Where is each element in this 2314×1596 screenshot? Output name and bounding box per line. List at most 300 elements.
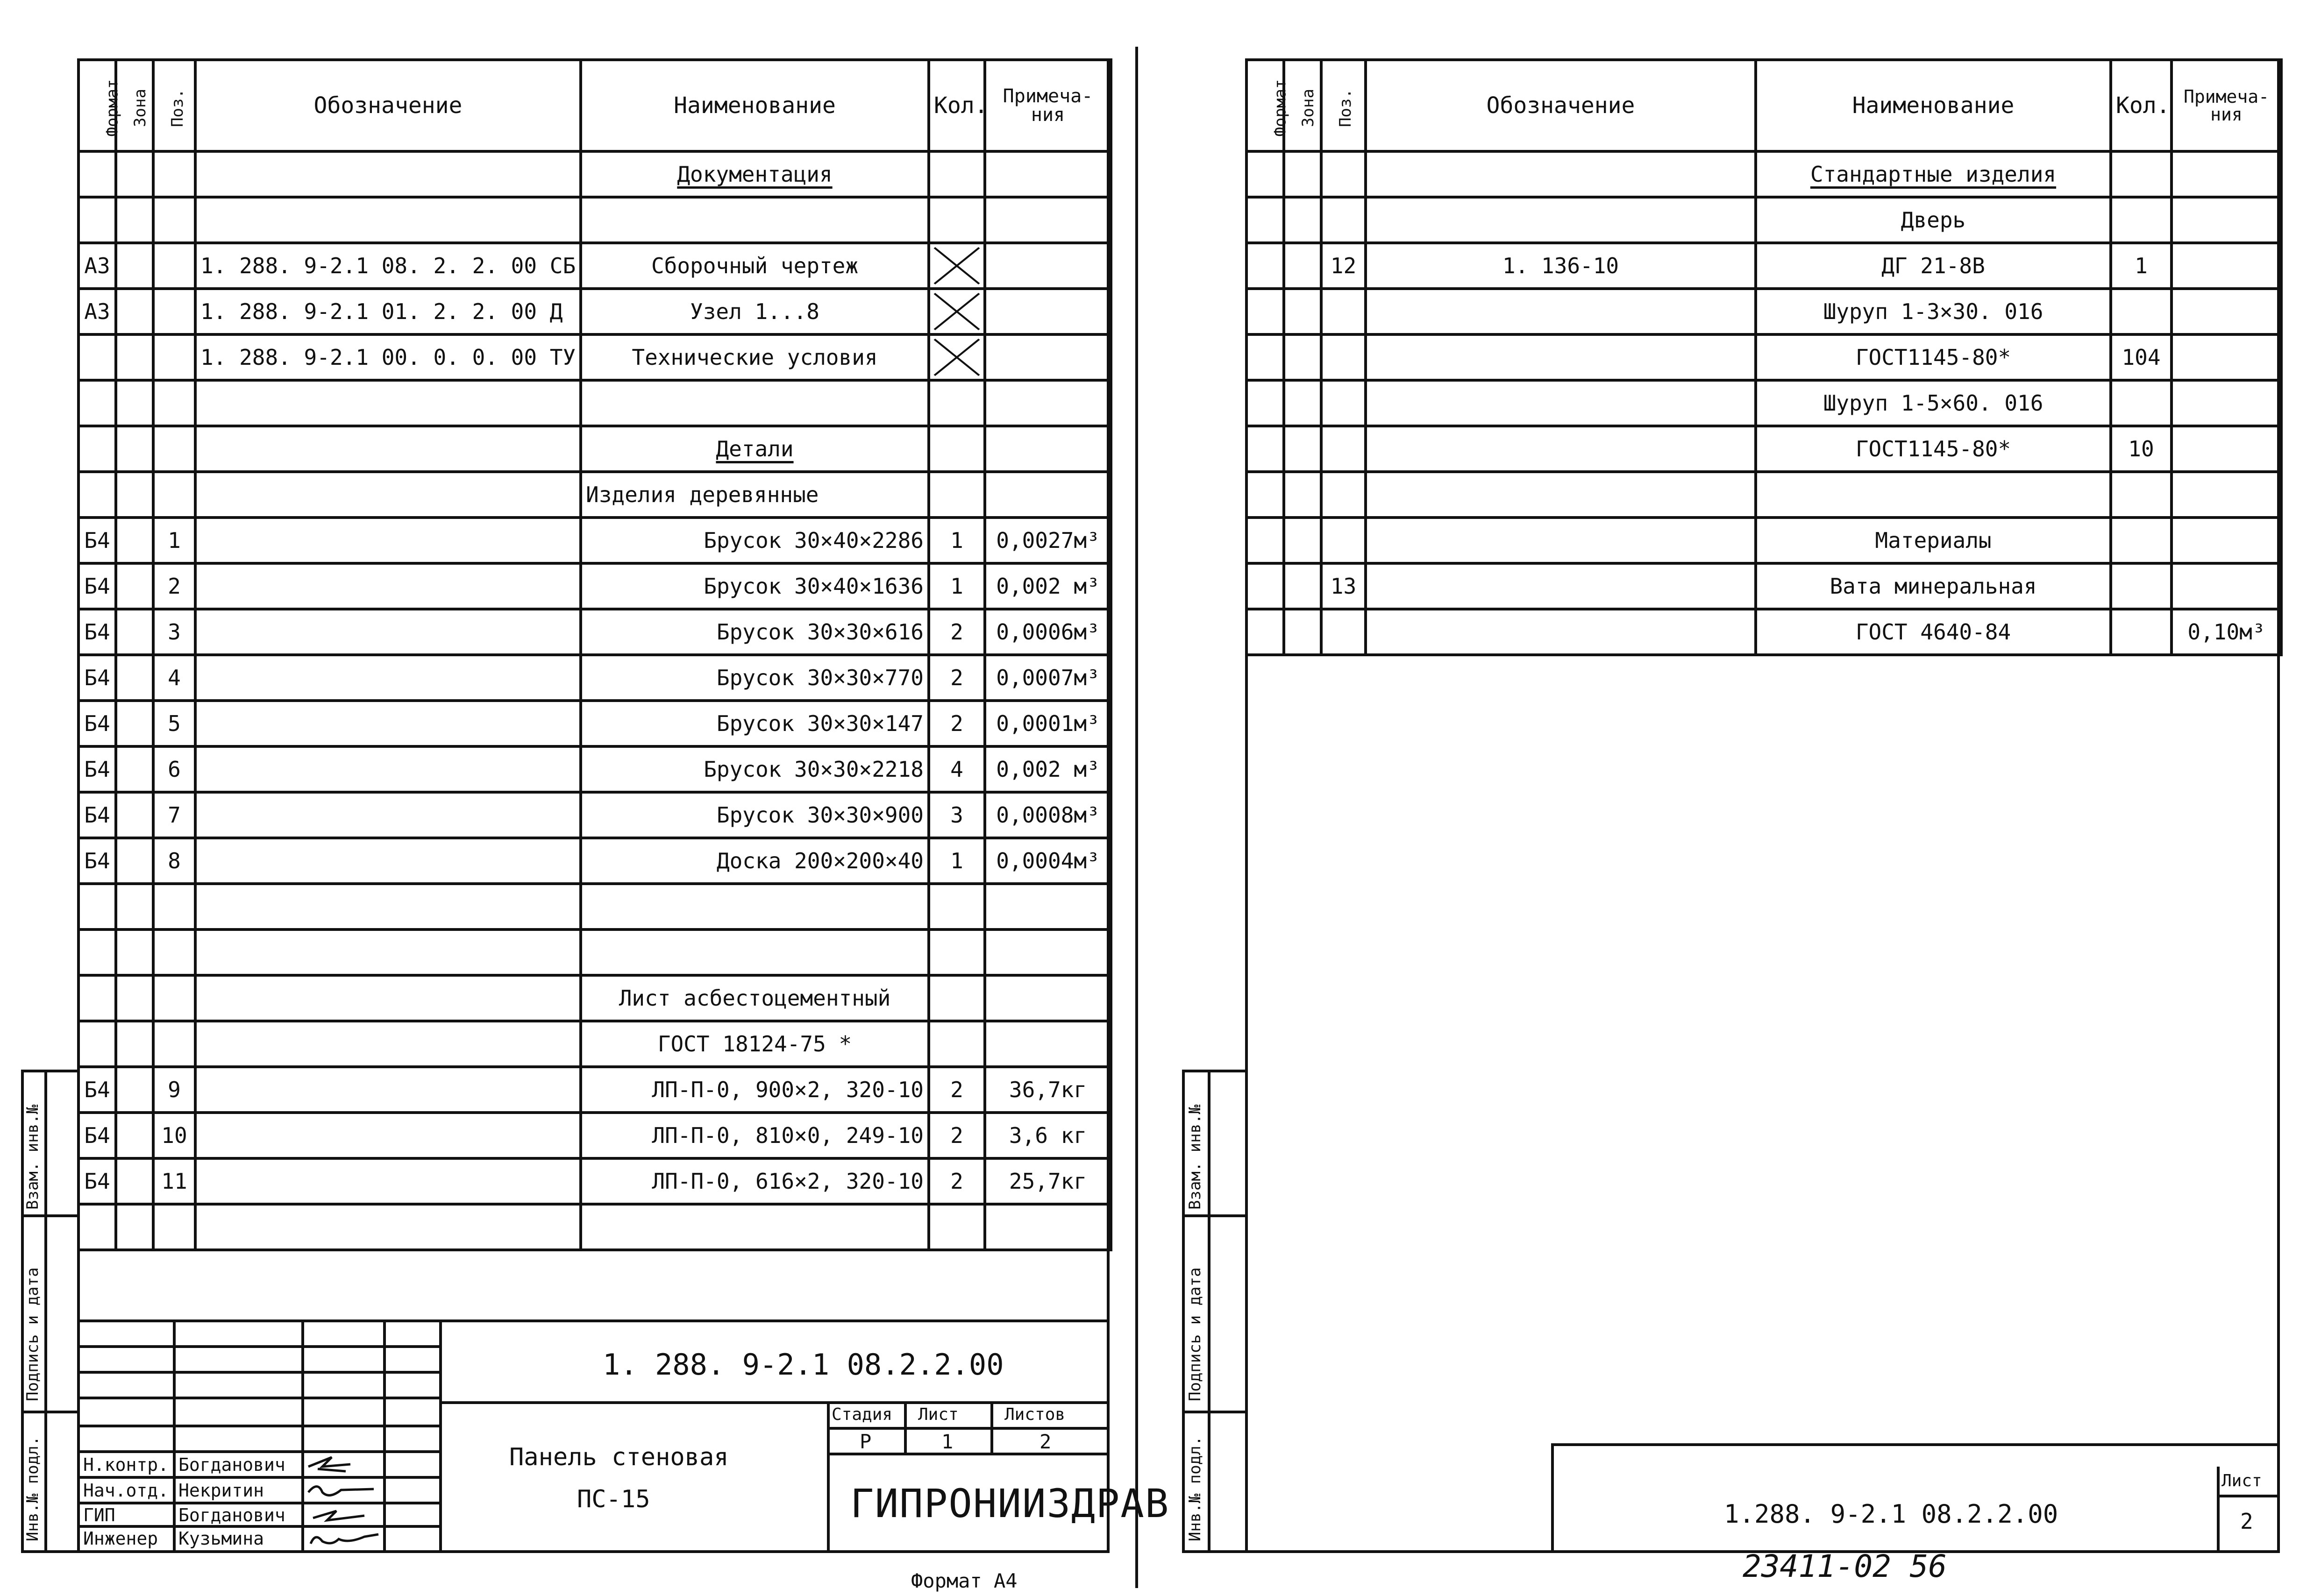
table-row xyxy=(78,472,1111,518)
r-side-label-replace: Взам. инв.№ xyxy=(1186,1104,1204,1210)
note-cell xyxy=(2172,334,2281,380)
table-row xyxy=(1246,518,2281,563)
tb-row-c xyxy=(77,1397,439,1399)
qty-cell xyxy=(929,929,985,975)
r-header-designation: Обозначение xyxy=(1366,60,1756,151)
r-side-strip-div3 xyxy=(1182,1411,1248,1413)
tb-person-role-2: Нач.отд. xyxy=(83,1480,169,1501)
designation-cell xyxy=(195,746,581,792)
format-cell: Б4 xyxy=(78,701,116,746)
zone-cell xyxy=(116,746,153,792)
format-cell: Б4 xyxy=(78,1158,116,1204)
format-cell xyxy=(78,197,116,243)
pos-cell: 12 xyxy=(1321,243,1366,289)
tb-stage-v1 xyxy=(904,1401,907,1453)
tb-person-role-4: Инженер xyxy=(83,1528,158,1549)
name-cell xyxy=(581,518,929,563)
table-row xyxy=(78,380,1111,426)
r-tb-sheet-label: Лист xyxy=(2221,1471,2262,1490)
table-row xyxy=(1246,563,2281,609)
qty-cell: 2 xyxy=(929,1113,985,1158)
note-cell xyxy=(2172,518,2281,563)
table-row xyxy=(1246,243,2281,289)
pos-cell xyxy=(153,975,195,1021)
qty-cell: 1 xyxy=(929,518,985,563)
tb-title-line2: ПС-15 xyxy=(577,1485,650,1513)
note-cell xyxy=(985,334,1111,380)
name-cell xyxy=(581,1021,929,1067)
note-cell xyxy=(2172,563,2281,609)
name-cell xyxy=(581,1158,929,1204)
format-cell: Б4 xyxy=(78,838,116,884)
pos-cell xyxy=(1321,609,1366,655)
format-cell: Б4 xyxy=(78,518,116,563)
zone-cell xyxy=(1284,289,1321,334)
format-cell xyxy=(1246,609,1284,655)
tb-stage-row1 xyxy=(827,1427,1110,1430)
r-side-strip-inner xyxy=(1208,1070,1210,1553)
name-text: Узел 1...8 xyxy=(690,299,819,324)
name-text: Брусок 30×30×2218 xyxy=(704,757,924,782)
note-cell xyxy=(985,929,1111,975)
pos-cell xyxy=(1321,151,1366,197)
empty-cell xyxy=(581,1204,929,1250)
designation-cell xyxy=(195,1113,581,1158)
note-cell: 0,0001м³ xyxy=(985,701,1111,746)
side-strip-div2 xyxy=(21,1214,80,1217)
designation-cell xyxy=(195,563,581,609)
note-cell xyxy=(985,197,1111,243)
cross-mark-icon xyxy=(930,244,983,287)
empty-cell xyxy=(116,1204,153,1250)
note-cell xyxy=(985,884,1111,929)
tb-person-name-1: Богданович xyxy=(178,1454,285,1475)
zone-cell xyxy=(116,380,153,426)
format-cell: Б4 xyxy=(78,655,116,701)
pos-cell: 8 xyxy=(153,838,195,884)
name-cell xyxy=(1756,563,2111,609)
table-row xyxy=(1246,151,2281,197)
r-header-notes: Примеча-ния xyxy=(2172,60,2281,151)
name-text: Брусок 30×40×2286 xyxy=(704,528,924,553)
note-cell xyxy=(985,975,1111,1021)
table-row xyxy=(78,655,1111,701)
name-text: Лист асбестоцементный xyxy=(619,986,891,1011)
cross-mark-icon xyxy=(930,290,983,333)
zone-cell xyxy=(116,472,153,518)
designation-cell xyxy=(195,1067,581,1113)
r-tb-sheet-left xyxy=(2217,1467,2220,1553)
table-row xyxy=(1246,197,2281,243)
pos-cell xyxy=(153,197,195,243)
designation-cell xyxy=(1366,426,1756,472)
tb-vline-1 xyxy=(173,1319,176,1553)
table-row xyxy=(78,1067,1111,1113)
format-cell xyxy=(78,929,116,975)
pos-cell: 7 xyxy=(153,792,195,838)
name-cell xyxy=(581,746,929,792)
tb-sheets-label: Листов xyxy=(1004,1405,1066,1424)
empty-cell xyxy=(929,1204,985,1250)
pos-cell xyxy=(1321,289,1366,334)
zone-cell xyxy=(1284,609,1321,655)
format-cell: Б4 xyxy=(78,563,116,609)
tb-code: 1. 288. 9-2.1 08.2.2.00 xyxy=(603,1348,1004,1382)
name-text: Доска 200×200×40 xyxy=(716,848,924,873)
pos-cell xyxy=(1321,197,1366,243)
tb-person-role-3: ГИП xyxy=(83,1505,115,1525)
pos-cell xyxy=(1321,472,1366,518)
designation-cell xyxy=(195,426,581,472)
cross-mark-icon xyxy=(930,336,983,379)
name-text: ГОСТ1145-80* xyxy=(1855,436,2011,461)
designation-cell xyxy=(195,929,581,975)
pos-cell xyxy=(1321,334,1366,380)
zone-cell xyxy=(116,884,153,929)
name-cell xyxy=(1756,472,2111,518)
zone-cell xyxy=(116,334,153,380)
format-note: Формат А4 xyxy=(911,1569,1018,1592)
table-row xyxy=(78,884,1111,929)
header-name: Наименование xyxy=(581,60,929,151)
table-row xyxy=(78,1021,1111,1067)
table-row xyxy=(78,746,1111,792)
name-text: ГОСТ 4640-84 xyxy=(1855,619,2011,645)
note-cell: 0,0004м³ xyxy=(985,838,1111,884)
table-row xyxy=(1246,334,2281,380)
zone-cell xyxy=(116,701,153,746)
right-spec-table xyxy=(1245,58,2283,656)
name-text: Брусок 30×30×147 xyxy=(716,711,924,736)
qty-cell xyxy=(929,151,985,197)
qty-cell xyxy=(929,884,985,929)
r-side-label-inv: Инв.№ подл. xyxy=(1186,1436,1204,1541)
note-cell: 0,0006м³ xyxy=(985,609,1111,655)
pos-cell xyxy=(153,334,195,380)
name-cell xyxy=(581,472,929,518)
tb-stage-value: Р xyxy=(860,1430,872,1453)
format-cell: Б4 xyxy=(78,609,116,655)
name-cell xyxy=(581,1113,929,1158)
qty-cell xyxy=(2111,609,2172,655)
qty-cell xyxy=(2111,151,2172,197)
note-cell: 36,7кг xyxy=(985,1067,1111,1113)
zone-cell xyxy=(116,975,153,1021)
name-cell xyxy=(581,563,929,609)
name-text: Вата минеральная xyxy=(1830,574,2037,599)
right-spec-body xyxy=(1246,151,2281,655)
format-cell: Б4 xyxy=(78,792,116,838)
zone-cell xyxy=(116,243,153,289)
zone-cell xyxy=(116,426,153,472)
zone-cell xyxy=(116,197,153,243)
format-cell xyxy=(1246,472,1284,518)
format-cell xyxy=(1246,289,1284,334)
left-spec-body xyxy=(78,151,1111,1250)
name-text: Шуруп 1-3×30. 016 xyxy=(1823,299,2043,324)
table-row xyxy=(78,197,1111,243)
table-row xyxy=(1246,380,2281,426)
name-cell xyxy=(581,380,929,426)
format-cell xyxy=(78,1021,116,1067)
pos-cell xyxy=(153,151,195,197)
r-tb-sheet-value: 2 xyxy=(2240,1509,2253,1534)
pos-cell xyxy=(153,929,195,975)
name-text: Брусок 30×40×1636 xyxy=(704,574,924,599)
empty-cell xyxy=(153,1204,195,1250)
designation-cell xyxy=(1366,380,1756,426)
format-cell xyxy=(78,884,116,929)
designation-cell xyxy=(195,151,581,197)
qty-cell: 1 xyxy=(929,563,985,609)
format-cell xyxy=(1246,518,1284,563)
note-cell xyxy=(985,426,1111,472)
format-cell xyxy=(78,380,116,426)
note-cell xyxy=(2172,243,2281,289)
tb-stage-label: Стадия xyxy=(832,1405,893,1424)
name-cell xyxy=(581,426,929,472)
qty-cell xyxy=(2111,563,2172,609)
table-row xyxy=(78,563,1111,609)
left-frame-bottom xyxy=(21,1550,1110,1553)
table-row xyxy=(78,975,1111,1021)
tb-row-b xyxy=(77,1371,439,1374)
tb-vline-5 xyxy=(827,1401,830,1553)
name-cell xyxy=(1756,243,2111,289)
note-cell xyxy=(2172,380,2281,426)
name-text: ДГ 21-8В xyxy=(1881,253,1985,278)
pos-cell xyxy=(153,426,195,472)
designation-cell xyxy=(195,380,581,426)
zone-cell xyxy=(116,792,153,838)
tb-mid-line xyxy=(439,1401,1110,1404)
center-divider xyxy=(1135,47,1138,1588)
table-row xyxy=(78,929,1111,975)
qty-cell xyxy=(2111,380,2172,426)
right-frame-bottom xyxy=(1182,1550,2280,1553)
pos-cell: 5 xyxy=(153,701,195,746)
name-text: ЛП-П-0, 616×2, 320-10 xyxy=(652,1169,924,1194)
side-label-inv: Инв.№ подл. xyxy=(23,1436,42,1541)
designation-cell xyxy=(195,518,581,563)
tb-top-line xyxy=(77,1319,1110,1322)
designation-cell xyxy=(1366,289,1756,334)
tb-row-d xyxy=(77,1425,439,1427)
note-cell: 0,0007м³ xyxy=(985,655,1111,701)
qty-cell xyxy=(2111,289,2172,334)
bottom-code: 23411-02 56 xyxy=(1743,1548,1947,1584)
side-strip-div1 xyxy=(21,1070,80,1072)
header-format: Формат xyxy=(78,60,116,151)
qty-cell: 2 xyxy=(929,655,985,701)
table-row xyxy=(1246,289,2281,334)
format-cell xyxy=(1246,426,1284,472)
tb-sheets-value: 2 xyxy=(1040,1430,1052,1453)
zone-cell xyxy=(116,1021,153,1067)
empty-cell xyxy=(985,1204,1111,1250)
tb-person-role-1: Н.контр. xyxy=(83,1454,169,1475)
r-header-format: Формат xyxy=(1246,60,1284,151)
empty-row xyxy=(78,1204,1111,1250)
table-row xyxy=(78,426,1111,472)
name-cell xyxy=(581,243,929,289)
pos-cell xyxy=(1321,518,1366,563)
table-row xyxy=(78,334,1111,380)
name-cell xyxy=(581,884,929,929)
format-cell xyxy=(1246,334,1284,380)
header-designation: Обозначение xyxy=(195,60,581,151)
zone-cell xyxy=(116,289,153,334)
r-header-pos: Поз. xyxy=(1321,60,1366,151)
side-strip-inner xyxy=(44,1070,47,1553)
note-cell: 3,6 кг xyxy=(985,1113,1111,1158)
table-row xyxy=(78,838,1111,884)
zone-cell xyxy=(1284,518,1321,563)
note-cell xyxy=(985,289,1111,334)
r-tb-left xyxy=(1551,1443,1554,1553)
name-cell xyxy=(1756,334,2111,380)
table-row xyxy=(78,289,1111,334)
qty-cell: 10 xyxy=(2111,426,2172,472)
tb-person-name-2: Некритин xyxy=(178,1480,264,1501)
note-cell xyxy=(2172,472,2281,518)
pos-cell xyxy=(153,1021,195,1067)
zone-cell xyxy=(1284,563,1321,609)
name-cell xyxy=(1756,380,2111,426)
r-header-name: Наименование xyxy=(1756,60,2111,151)
designation-cell xyxy=(195,1021,581,1067)
qty-cell xyxy=(929,334,985,380)
note-cell xyxy=(2172,289,2281,334)
format-cell: А3 xyxy=(78,243,116,289)
pos-cell xyxy=(153,884,195,929)
pos-cell: 3 xyxy=(153,609,195,655)
name-cell xyxy=(1756,289,2111,334)
qty-cell xyxy=(2111,197,2172,243)
table-row xyxy=(78,243,1111,289)
pos-cell xyxy=(1321,380,1366,426)
note-cell xyxy=(2172,151,2281,197)
r-side-strip-div1 xyxy=(1182,1070,1248,1072)
designation-cell xyxy=(195,701,581,746)
designation-cell xyxy=(195,838,581,884)
qty-cell: 1 xyxy=(2111,243,2172,289)
pos-cell xyxy=(153,472,195,518)
signatures-graphic xyxy=(304,1453,383,1551)
name-cell xyxy=(581,929,929,975)
note-cell: 0,10м³ xyxy=(2172,609,2281,655)
name-cell xyxy=(581,151,929,197)
table-row xyxy=(78,1113,1111,1158)
name-cell xyxy=(581,975,929,1021)
zone-cell xyxy=(1284,380,1321,426)
header-qty: Кол. xyxy=(929,60,985,151)
tb-sheet-value: 1 xyxy=(941,1430,954,1453)
name-text: ГОСТ1145-80* xyxy=(1855,345,2011,370)
format-cell xyxy=(78,426,116,472)
pos-cell: 1 xyxy=(153,518,195,563)
name-text: Изделия деревянные xyxy=(586,482,819,507)
designation-cell xyxy=(195,975,581,1021)
format-cell xyxy=(78,334,116,380)
designation-cell xyxy=(195,655,581,701)
zone-cell xyxy=(116,1067,153,1113)
tb-person-name-4: Кузьмина xyxy=(178,1528,264,1549)
side-label-replace: Взам. инв.№ xyxy=(23,1104,42,1210)
name-cell xyxy=(1756,426,2111,472)
qty-cell xyxy=(929,975,985,1021)
designation-cell xyxy=(1366,563,1756,609)
qty-cell: 4 xyxy=(929,746,985,792)
zone-cell xyxy=(116,151,153,197)
designation-cell xyxy=(195,792,581,838)
name-text: Брусок 30×30×900 xyxy=(716,802,924,828)
designation-cell: 1. 288. 9-2.1 01. 2. 2. 00 Д xyxy=(195,289,581,334)
note-cell: 0,0008м³ xyxy=(985,792,1111,838)
note-cell: 0,002 м³ xyxy=(985,563,1111,609)
name-text: Стандартные изделия xyxy=(1810,162,2057,187)
zone-cell xyxy=(116,655,153,701)
r-side-label-sign: Подпись и дата xyxy=(1186,1267,1204,1401)
designation-cell xyxy=(1366,472,1756,518)
r-tb-sheet-mid xyxy=(2217,1495,2280,1497)
format-cell: Б4 xyxy=(78,1113,116,1158)
name-cell xyxy=(1756,197,2111,243)
tb-stage-v2 xyxy=(990,1401,993,1453)
tb-person-name-3: Богданович xyxy=(178,1505,285,1525)
qty-cell: 2 xyxy=(929,1158,985,1204)
table-row xyxy=(1246,609,2281,655)
r-side-strip-div2 xyxy=(1182,1214,1248,1217)
table-row xyxy=(78,792,1111,838)
zone-cell xyxy=(1284,472,1321,518)
pos-cell: 10 xyxy=(153,1113,195,1158)
table-row xyxy=(78,609,1111,655)
zone-cell xyxy=(116,929,153,975)
header-pos: Поз. xyxy=(153,60,195,151)
note-cell xyxy=(985,243,1111,289)
note-cell: 0,002 м³ xyxy=(985,746,1111,792)
qty-cell xyxy=(2111,472,2172,518)
note-cell xyxy=(985,151,1111,197)
name-cell xyxy=(581,701,929,746)
tb-sheet-label: Лист xyxy=(918,1405,959,1424)
note-cell xyxy=(985,472,1111,518)
designation-cell xyxy=(1366,151,1756,197)
name-cell xyxy=(581,609,929,655)
pos-cell: 9 xyxy=(153,1067,195,1113)
qty-cell: 1 xyxy=(929,838,985,884)
name-text: Сборочный чертеж xyxy=(651,253,859,278)
qty-cell: 2 xyxy=(929,1067,985,1113)
name-text: ЛП-П-0, 900×2, 320-10 xyxy=(652,1077,924,1102)
note-cell: 0,0027м³ xyxy=(985,518,1111,563)
zone-cell xyxy=(1284,426,1321,472)
designation-cell: 1. 288. 9-2.1 08. 2. 2. 00 СБ xyxy=(195,243,581,289)
designation-cell: 1. 288. 9-2.1 00. 0. 0. 00 ТУ xyxy=(195,334,581,380)
empty-cell xyxy=(78,1204,116,1250)
designation-cell xyxy=(1366,518,1756,563)
pos-cell: 11 xyxy=(153,1158,195,1204)
pos-cell xyxy=(153,380,195,426)
qty-cell: 2 xyxy=(929,701,985,746)
designation-cell xyxy=(195,884,581,929)
name-cell xyxy=(1756,609,2111,655)
name-cell xyxy=(581,655,929,701)
zone-cell xyxy=(116,609,153,655)
format-cell xyxy=(78,151,116,197)
name-text: Брусок 30×30×616 xyxy=(716,619,924,645)
